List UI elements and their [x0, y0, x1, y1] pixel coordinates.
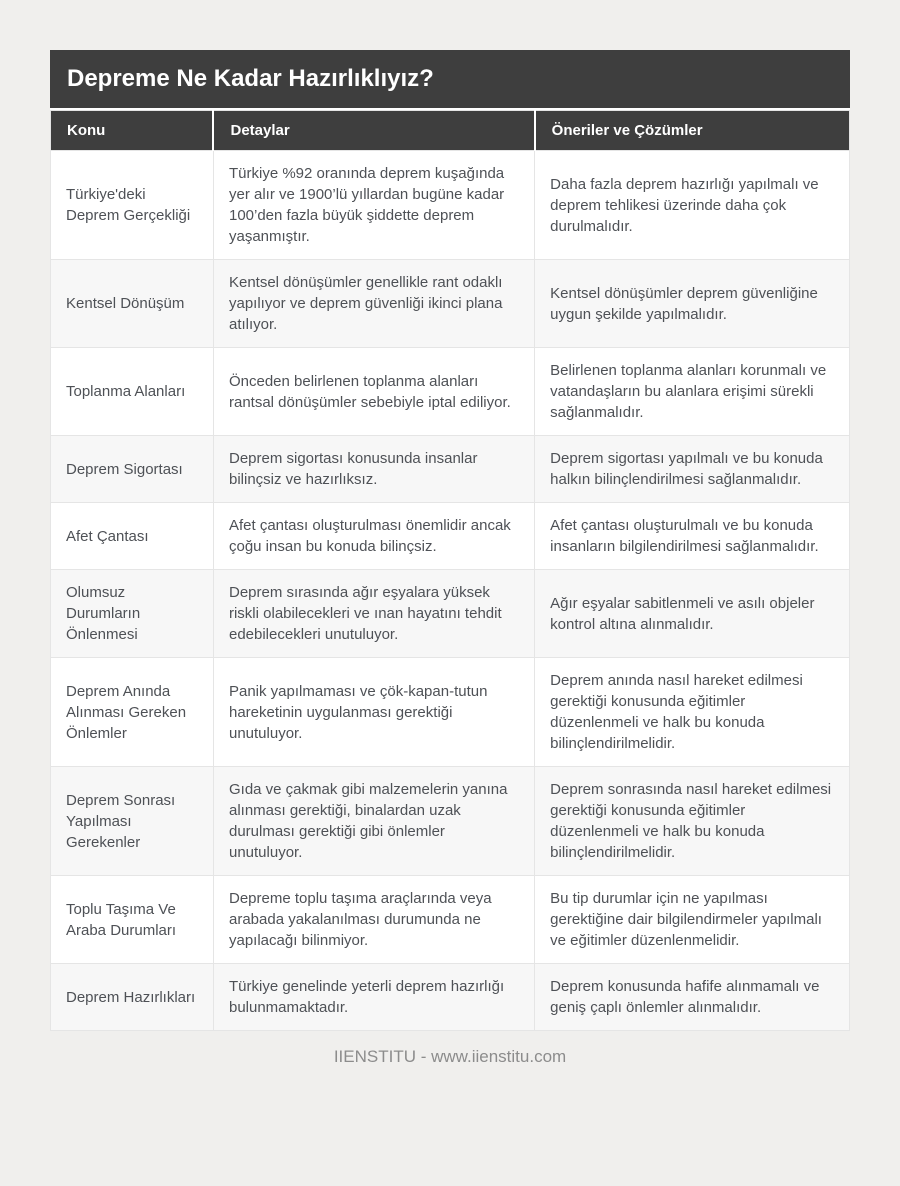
cell-konu: Olumsuz Durumların Önlenmesi	[51, 570, 214, 658]
table-row	[51, 503, 850, 570]
cell-konu: Toplu Taşıma Ve Araba Durumları	[51, 876, 214, 964]
cell-detaylar: Önceden belirlenen toplanma alanları rantsal dönüşümler sebebiyle iptal ediliyor.	[213, 348, 534, 436]
cell-detaylar: Kentsel dönüşümler genellikle rant odaklı yapılıyor ve deprem güvenliği ikinci plana atılıyor.	[213, 260, 534, 348]
cell-detaylar: Panik yapılmaması ve çök-kapan-tutun hareketinin uygulanması gerektiği unutuluyor.	[213, 658, 534, 767]
cell-detaylar: Afet çantası oluşturulması önemlidir ancak çoğu insan bu konuda bilinçsiz.	[213, 503, 534, 570]
cell-oneriler: Deprem sonrasında nasıl hareket edilmesi gerektiği konusunda eğitimler düzenlenmeli ve halk bu konuda bilinçlendirilmelidir.	[535, 767, 850, 876]
table-row	[51, 436, 850, 503]
column-header-konu: Konu	[51, 111, 214, 151]
cell-oneriler: Kentsel dönüşümler deprem güvenliğine uygun şekilde yapılmalıdır.	[535, 260, 850, 348]
column-header-oneriler: Öneriler ve Çözümler	[535, 111, 850, 151]
cell-oneriler: Belirlenen toplanma alanları korunmalı ve vatandaşların bu alanlara erişimi sürekli sağlanmalıdır.	[535, 348, 850, 436]
cell-detaylar: Türkiye genelinde yeterli deprem hazırlığı bulunmamaktadır.	[213, 964, 534, 1031]
footer-credit: IIENSTITU - www.iienstitu.com	[333, 1047, 567, 1066]
column-header-detaylar: Detaylar	[213, 111, 534, 151]
cell-oneriler: Deprem sigortası yapılmalı ve bu konuda halkın bilinçlendirilmesi sağlanmalıdır.	[535, 436, 850, 503]
table-row	[51, 964, 850, 1031]
cell-konu: Deprem Hazırlıkları	[51, 964, 214, 1031]
page-title: Depreme Ne Kadar Hazırlıklıyız?	[50, 50, 850, 110]
cell-detaylar: Depreme toplu taşıma araçlarında veya arabada yakalanılması durumunda ne yapılacağı bilinmiyor.	[213, 876, 534, 964]
cell-detaylar: Deprem sigortası konusunda insanlar bilinçsiz ve hazırlıksız.	[213, 436, 534, 503]
earthquake-table-card	[50, 50, 850, 1067]
table-row	[51, 570, 850, 658]
table-row	[51, 348, 850, 436]
table-row	[51, 767, 850, 876]
cell-konu: Deprem Anında Alınması Gereken Önlemler	[51, 658, 214, 767]
cell-oneriler: Deprem anında nasıl hareket edilmesi gerektiği konusunda eğitimler düzenlenmeli ve halk bu konuda bilinçlendirilmelidir.	[535, 658, 850, 767]
cell-konu: Afet Çantası	[51, 503, 214, 570]
cell-konu: Türkiye'deki Deprem Gerçekliği	[51, 151, 214, 260]
header-row	[51, 111, 850, 151]
cell-oneriler: Bu tip durumlar için ne yapılması gerektiğine dair bilgilendirmeler yapılmalı ve eğitimler düzenlenmelidir.	[535, 876, 850, 964]
cell-oneriler: Daha fazla deprem hazırlığı yapılmalı ve deprem tehlikesi üzerinde daha çok durulmalıdır.	[535, 151, 850, 260]
table-row	[51, 658, 850, 767]
table-row	[51, 876, 850, 964]
cell-oneriler: Afet çantası oluşturulmalı ve bu konuda insanların bilgilendirilmesi sağlanmalıdır.	[535, 503, 850, 570]
cell-konu: Toplanma Alanları	[51, 348, 214, 436]
cell-konu: Deprem Sonrası Yapılması Gerekenler	[51, 767, 214, 876]
cell-oneriler: Ağır eşyalar sabitlenmeli ve asılı objeler kontrol altına alınmalıdır.	[535, 570, 850, 658]
table-row	[51, 151, 850, 260]
earthquake-table	[50, 110, 850, 1031]
cell-konu: Kentsel Dönüşüm	[51, 260, 214, 348]
cell-detaylar: Türkiye %92 oranında deprem kuşağında yer alır ve 1900’lü yıllardan bugüne kadar 100’den fazla büyük şiddette deprem yaşanmıştır.	[213, 151, 534, 260]
cell-detaylar: Gıda ve çakmak gibi malzemelerin yanına alınması gerektiği, binalardan uzak durulması gerektiği gibi önlemler unutuluyor.	[213, 767, 534, 876]
cell-konu: Deprem Sigortası	[51, 436, 214, 503]
cell-oneriler: Deprem konusunda hafife alınmamalı ve geniş çaplı önlemler alınmalıdır.	[535, 964, 850, 1031]
cell-detaylar: Deprem sırasında ağır eşyalara yüksek riskli olabilecekleri ve ınan hayatını tehdit edebilecekleri unutuluyor.	[213, 570, 534, 658]
table-row	[51, 260, 850, 348]
